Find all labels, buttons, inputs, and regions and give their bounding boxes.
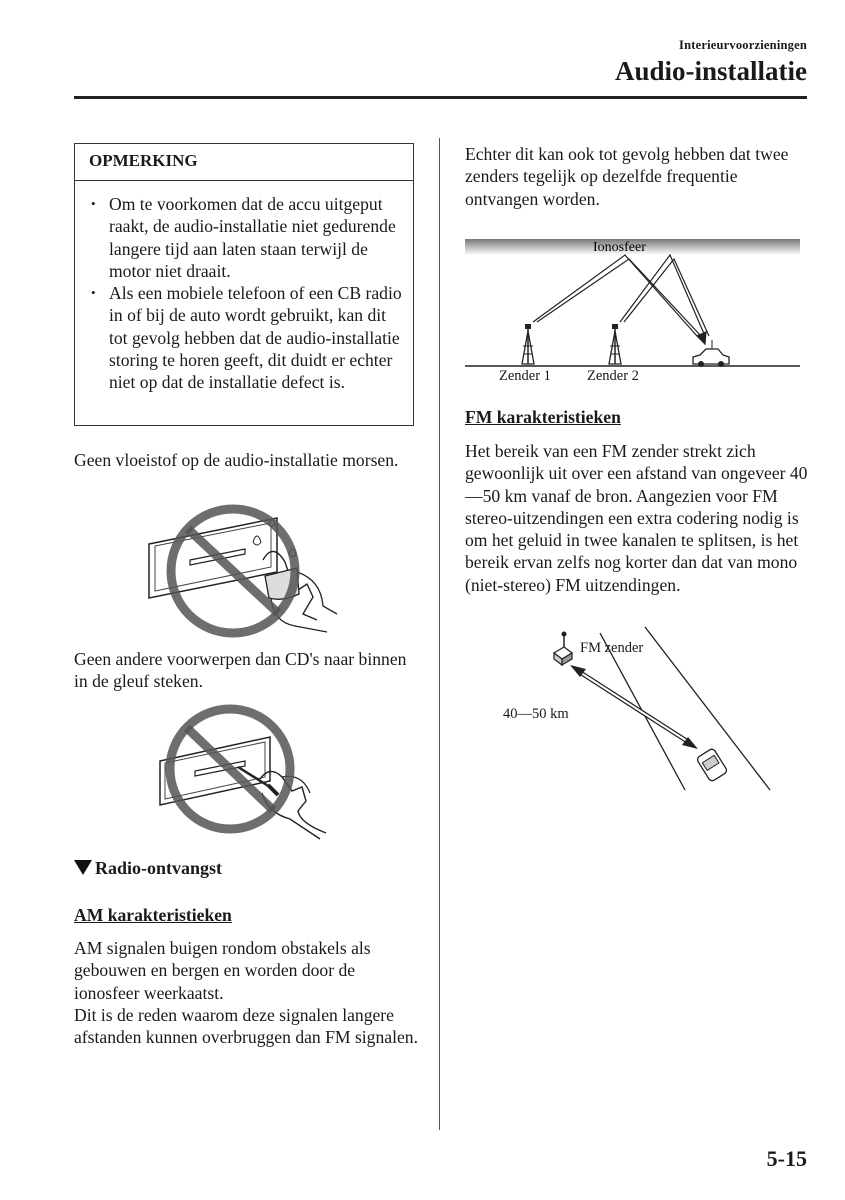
am-paragraph-2: Dit is de reden waarom deze signalen langere afstanden kunnen overbruggen dan FM signalen. <box>74 1005 418 1048</box>
no-objects-illustration <box>150 703 360 843</box>
distance-arrow <box>570 665 698 749</box>
transmitter-2-label: Zender 2 <box>587 368 639 384</box>
transmitter-1-label: Zender 1 <box>499 368 551 384</box>
fm-car-icon <box>696 748 728 782</box>
ionosphere-diagram <box>465 236 805 376</box>
fm-distance-label: 40—50 km <box>503 706 569 722</box>
fm-range-diagram <box>540 625 775 795</box>
triangle-bullet-icon <box>74 860 92 875</box>
note-box <box>74 143 414 426</box>
page-title: Audio-installatie <box>614 56 807 86</box>
paragraph-no-objects: Geen andere voorwerpen dan CD's naar binnen in de gleuf steken. <box>74 649 407 692</box>
am-heading: AM karakteristieken <box>74 905 232 925</box>
signal-paths <box>533 255 709 344</box>
section-label: Interieurvoorzieningen <box>679 38 807 52</box>
fm-heading: FM karakteristieken <box>465 407 621 427</box>
fm-transmitter-label: FM zender <box>580 640 644 656</box>
transmitter-2-icon <box>609 324 621 364</box>
note-heading: OPMERKING <box>75 144 413 181</box>
fm-transmitter-icon <box>554 632 572 666</box>
no-liquid-illustration <box>145 502 370 642</box>
fm-paragraph: Het bereik van een FM zender strekt zich gewoonlijk uit over een afstand van ongeveer 40—50 km vanaf de bron. Aangezien voor FM stereo-uitzendingen een extra codering nodig is om het geluid in twee kanalen te splitsen, is het bereik ervan zelfs nog korter dan dat van mono (niet-stereo) FM uitzendingen. <box>465 441 808 595</box>
section-heading-text: Radio-ontvangst <box>95 858 223 878</box>
column-divider <box>439 138 440 1130</box>
section-heading <box>74 858 222 879</box>
paragraph-no-liquid: Geen vloeistof op de audio-installatie morsen. <box>74 450 399 470</box>
note-item: • Om te voorkomen dat de accu uitgeput raakt, de audio-installatie niet gedurende langere tijd aan laten staan terwijl de motor niet draait. <box>109 193 403 282</box>
paragraph-interference: Echter dit kan ook tot gevolg hebben dat twee zenders tegelijk op dezelfde frequentie ontvangen worden. <box>465 144 789 209</box>
page-number: 5-15 <box>766 1146 807 1171</box>
note-list <box>75 181 413 394</box>
car-icon <box>693 340 729 367</box>
header-rule <box>74 96 807 99</box>
am-paragraph-1: AM signalen buigen rondom obstakels als gebouwen en bergen en worden door de ionosfeer weerkaatst. <box>74 938 371 1003</box>
transmitter-1-icon <box>522 324 534 364</box>
ionosphere-label: Ionosfeer <box>593 240 646 255</box>
note-item: • Als een mobiele telefoon of een CB radio in of bij de auto wordt gebruikt, kan dit tot gevolg hebben dat de audio-installatie storing te horen geeft, dit duidt er echter niet op dat de installatie defect is. <box>109 282 403 393</box>
